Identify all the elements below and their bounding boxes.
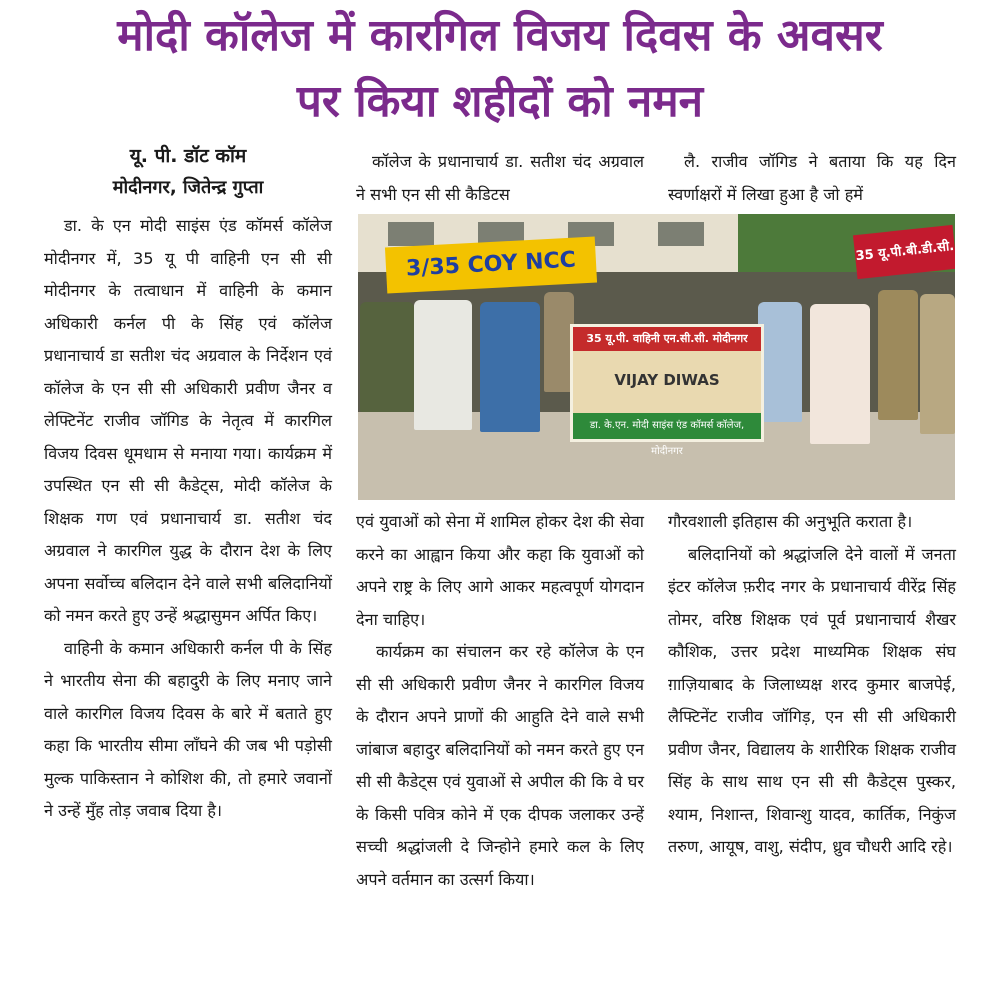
headline-line-1: मोदी कॉलेज में कारगिल विजय दिवस के अवसर (117, 10, 883, 61)
headline-line-2: पर किया शहीदों को नमन (296, 76, 704, 127)
column-2-paragraph-2: कार्यक्रम का संचालन कर रहे कॉलेज के एन सी सी अधिकारी प्रवीण जैनर ने कारगिल विजय के दौरान अपने प्राणों की आहुति देने वाले सभी जांबाज बहादुर बलिदानियों को नमन करते हुए एन सी सी कैडेट्स एवं युवाओं से अपील की कि वे घर के किसी पवित्र कोने में एक दीपक जलाकर उन्हें सच्ची श्रद्धांजली दे जिन्होने हमारे कल के लिए अपने वर्तमान का उत्सर्ग किया। (356, 642, 644, 889)
column-1-paragraph-2: वाहिनी के कमान अधिकारी कर्नल पी के सिंह ने भारतीय सेना की बहादुरी के लिए मनाए जाने वाले कारगिल विजय दिवस के बारे में बताते हुए कहा कि भारतीय सीमा लाँघने की जब भी पड़ोसी मुल्क पाकिस्तान ने कोशिश की, तो हमारे जवानों ने उन्हें मुँह तोड़ जवाब दिया है। (44, 638, 332, 820)
column-3-paragraph-1: गौरवशाली इतिहास की अनुभूति कराता है। (668, 512, 913, 531)
article-column-3-bottom (668, 506, 956, 864)
column-3-top-text: लै. राजीव जॉगिड ने बताया कि यह दिन स्वर्णाक्षरों में लिखा हुआ है जो हमें (668, 152, 956, 204)
news-photo (358, 214, 955, 500)
article-column-2-top (356, 146, 644, 211)
banner-main-text: VIJAY DIWAS (614, 371, 720, 389)
photo-banner-red: 35 यू.पी.बी.डी.सी. (853, 225, 955, 279)
byline-location: मोदीनगर, जितेन्द्र गुप्ता (112, 177, 264, 198)
article-column-2-bottom (356, 506, 644, 896)
byline-source: यू. पी. डॉट कॉम (129, 145, 247, 167)
banner-top-text: 35 यू.पी. वाहिनी एन.सी.सी. मोदीनगर (573, 327, 761, 351)
article-column-3-top (668, 146, 956, 211)
column-3-paragraph-2: बलिदानियों को श्रद्धांजलि देने वालों में जनता इंटर कॉलेज फ़रीद नगर के प्रधानाचार्य वीरेंद्र सिंह तोमर, वरिष्ठ शिक्षक एवं पूर्व प्रधानाचार्य शैखर कौशिक, उत्तर प्रदेश माध्यमिक शिक्षक संघ ग़ाज़ियाबाद के जिलाध्यक्ष शरद कुमार बाजपेई, लैफ्टिनेंट राजीव जॉगिड़, एन सी सी अधिकारी प्रवीण जैनर, विद्यालय के शारीरिक शिक्षक राजीव सिंह के साथ साथ एन सी सी कैडेट्स पुस्कर, श्याम, निशान्त, शिवान्शु यादव, कार्तिक, निकुंज तरुण, आयूष, वाशु, संदीप, ध्रुव चौधरी आदि रहे। (668, 544, 956, 856)
column-2-paragraph-1: एवं युवाओं को सेना में शामिल होकर देश की सेवा करने का आह्वान किया और कहा कि युवाओं को अपने राष्ट्र के लिए आगे आकर महत्वपूर्ण योगदान देना चाहिए। (356, 512, 644, 629)
banner-bottom-text: डा. के.एन. मोदी साइंस एंड कॉमर्स कॉलेज, मोदीनगर (589, 420, 745, 457)
article-column-1 (44, 210, 332, 828)
photo-banner-vijay-diwas (570, 324, 764, 457)
column-1-paragraph-1: डा. के एन मोदी साइंस एंड कॉमर्स कॉलेज मोदीनगर में, 35 यू पी वाहिनी एन सी सी मोदीनगर के तत्वाधान में वाहिनी के कमान अधिकारी कर्नल पी के सिंह एवं कॉलेज प्रधानाचार्य डा सतीश चंद अग्रवाल के निर्देशन एवं कॉलेज के एन सी सी अधिकारी प्रवीण जैनर व लेफ्टिनेंट राजीव जॉगिड के नेतृत्व में कारगिल विजय दिवस धूमधाम से मनाया गया। कार्यक्रम में उपस्थित एन सी सी कैडेट्स, मोदी कॉलेज के शिक्षक गण एवं प्रधानाचार्य डा. सतीश चंद अग्रवाल ने कारगिल युद्ध के दौरान देश के लिए अपना सर्वोच्च बलिदान देने वाले सभी बलिदानियों को नमन करते हुए उन्हें श्रद्धासुमन अर्पित किए। (44, 216, 332, 625)
photo-banner-ncc: 3/35 COY NCC (385, 237, 597, 294)
column-2-top-text: कॉलेज के प्रधानाचार्य डा. सतीश चंद अग्रवाल ने सभी एन सी सी कैडिटस (356, 152, 644, 204)
